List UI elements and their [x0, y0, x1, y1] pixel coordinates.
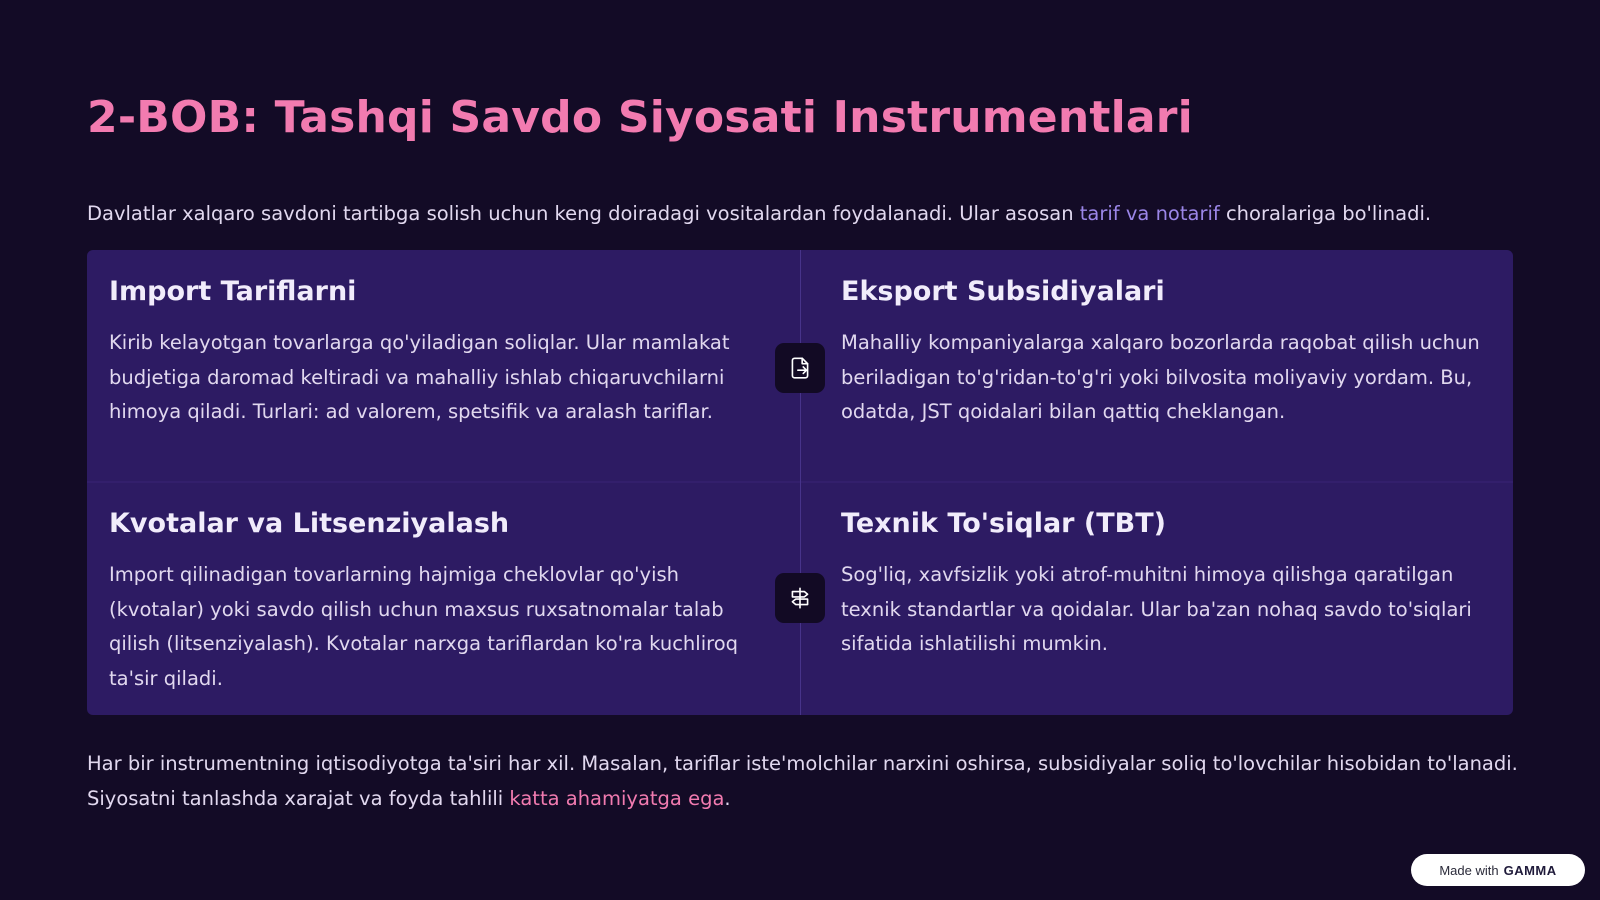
intro-paragraph [87, 200, 1527, 228]
card-text: Import qilinadigan tovarlarning hajmiga cheklovlar qo'yish (kvotalar) yoki savdo qilish uchun maxsus ruxsatnomalar talab qilish (litsenziyalash). Kvotalar narxga tariflardan ko'ra kuchliroq ta'sir qiladi. [109, 563, 739, 690]
card-title: Kvotalar va Litsenziyalash [109, 508, 510, 539]
card-text: Kirib kelayotgan tovarlarga qo'yiladigan soliqlar. Ular mamlakat budjetiga daromad keltiradi va mahalliy ishlab chiqaruvchilarni himoya qiladi. Turlari: ad valorem, spetsifik va aralash tariflar. [109, 331, 730, 423]
made-with-gamma-badge[interactable] [1411, 854, 1585, 886]
intro-highlight: tarif va notarif [1079, 202, 1220, 225]
intro-text: Davlatlar xalqaro savdoni tartibga solish uchun keng doiradagi vositalardan foydalanadi. Ular asosan [87, 202, 1080, 225]
page-title: 2-BOB: Tashqi Savdo Siyosati Instrumentlari [87, 92, 1193, 143]
outro-paragraph [87, 747, 1527, 816]
file-export-icon [775, 343, 825, 393]
badge-prefix: Made with [1439, 862, 1499, 878]
vertical-divider [800, 250, 801, 715]
instruments-grid [87, 250, 1513, 715]
intro-text-end: choralariga bo'linadi. [1219, 202, 1432, 225]
card-technical-barriers [801, 482, 1513, 715]
card-export-subsidies [801, 250, 1513, 482]
gamma-logo: GAMMA [1503, 862, 1557, 878]
outro-text: Har bir instrumentning iqtisodiyotga ta'siri har xil. Masalan, tariflar iste'molchilar narxini oshirsa, subsidiyalar soliq to'lovchilar hisobidan to'lanadi. Siyosatni tanlashda xarajat va foyda tahlili [87, 752, 1518, 810]
card-import-tariffs [87, 250, 801, 482]
card-title: Import Tariflarni [109, 276, 357, 307]
card-quotas-licensing [87, 482, 801, 715]
card-title: Eksport Subsidiyalari [841, 276, 1165, 307]
card-text: Mahalliy kompaniyalarga xalqaro bozorlarda raqobat qilish uchun beriladigan to'g'ridan-to'g'ri yoki bilvosita moliyaviy yordam. Bu, odatda, JST qoidalari bilan qattiq cheklangan. [841, 331, 1480, 423]
card-title: Texnik To'siqlar (TBT) [841, 508, 1166, 539]
card-text: Sog'liq, xavfsizlik yoki atrof-muhitni himoya qilishga qaratilgan texnik standartlar va qoidalar. Ular ba'zan nohaq savdo to'siqlari sifatida ishlatilishi mumkin. [841, 563, 1472, 655]
signpost-icon [775, 573, 825, 623]
outro-text-end: . [724, 786, 731, 810]
outro-highlight: katta ahamiyatga ega [509, 786, 725, 810]
